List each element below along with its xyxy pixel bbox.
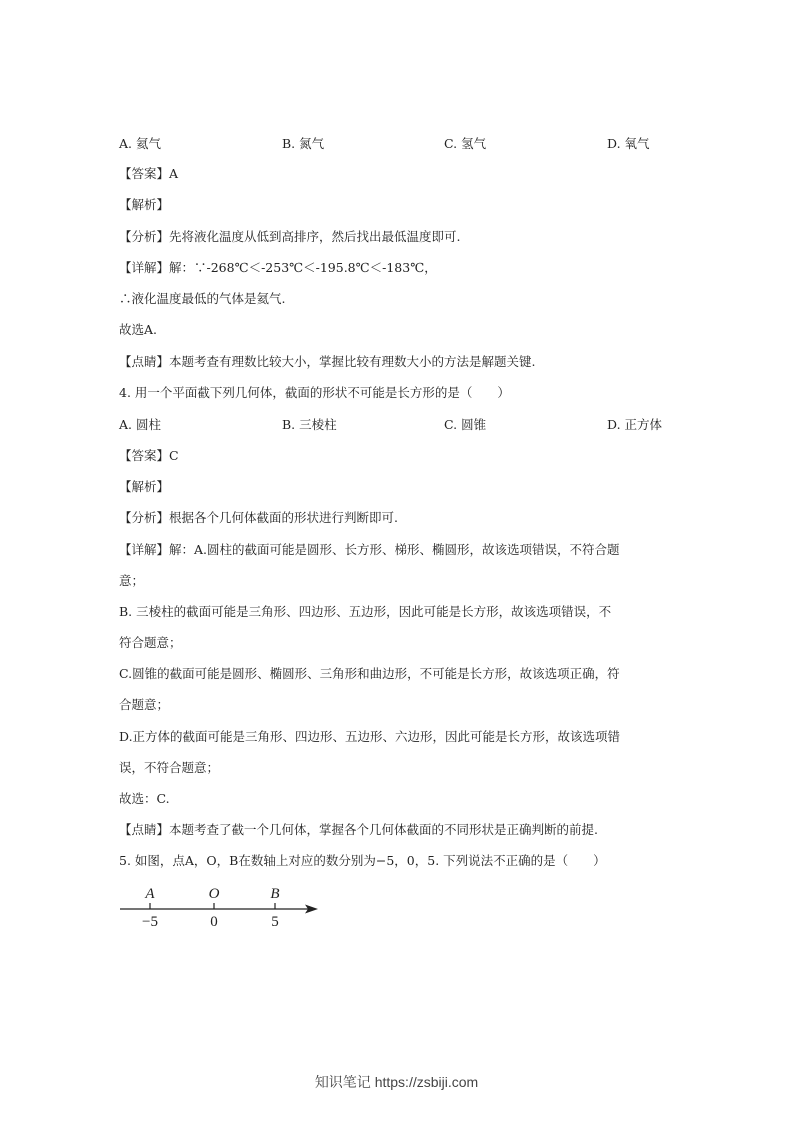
q3-fenxi: 【分析】先将液化温度从低到高排序，然后找出最低温度即可. xyxy=(119,229,461,244)
tick-label-a: −5 xyxy=(142,914,158,930)
q4-option-b: B. 三棱柱 xyxy=(282,417,337,432)
q5-stem: 5. 如图，点A，O，B在数轴上对应的数分别为−5，0，5. 下列说法不正确的是（ ） xyxy=(119,853,606,868)
q3-option-a: A. 氦气 xyxy=(119,136,161,151)
footer-watermark: 知识笔记 https://zsbiji.com xyxy=(314,1074,479,1090)
q4-detail-line: B. 三棱柱的截面可能是三角形、四边形、五边形，因此可能是长方形，故该选项错误，不 xyxy=(119,604,612,619)
q3-choose: 故选A. xyxy=(119,322,158,337)
q4-detail-line: 符合题意； xyxy=(119,635,182,650)
q4-detail-line: 【详解】解：A.圆柱的截面可能是圆形、长方形、梯形、椭圆形，故该选项错误，不符合题 xyxy=(119,542,620,557)
q3-option-b: B. 氮气 xyxy=(282,136,325,151)
q4-detail-line: 意； xyxy=(119,573,145,588)
q3-analysis-heading: 【解析】 xyxy=(119,197,170,212)
tick-label-b: 5 xyxy=(271,914,279,930)
q4-detail-line: D.正方体的截面可能是三角形、四边形、五边形、六边形，因此可能是长方形，故该选项错 xyxy=(119,729,621,744)
q4-choose: 故选：C. xyxy=(119,791,170,806)
q4-analysis-heading: 【解析】 xyxy=(119,479,170,494)
q3-option-c: C. 氢气 xyxy=(444,136,487,151)
tick-label-o: 0 xyxy=(210,914,218,930)
q4-option-a: A. 圆柱 xyxy=(119,417,161,432)
point-label-o: O xyxy=(208,886,220,902)
number-line-figure xyxy=(112,880,332,930)
q3-answer: 【答案】A xyxy=(119,166,179,181)
q3-dianjing: 【点睛】本题考查有理数比较大小，掌握比较有理数大小的方法是解题关键. xyxy=(119,354,536,369)
q4-dianjing: 【点睛】本题考查了截一个几何体，掌握各个几何体截面的不同形状是正确判断的前提. xyxy=(119,822,598,837)
point-label-b: B xyxy=(270,886,280,902)
q3-conclusion: ∴液化温度最低的气体是氦气. xyxy=(119,291,286,306)
q4-detail-line: C.圆锥的截面可能是圆形、椭圆形、三角形和曲边形，不可能是长方形，故该选项正确，符 xyxy=(119,666,620,681)
q4-option-d: D. 正方体 xyxy=(607,417,663,432)
q4-stem: 4. 用一个平面截下列几何体，截面的形状不可能是长方形的是（ ） xyxy=(119,385,510,400)
q3-xiangjie: 【详解】解：∵-268℃＜-253℃＜-195.8℃＜-183℃， xyxy=(119,260,437,275)
q4-fenxi: 【分析】根据各个几何体截面的形状进行判断即可. xyxy=(119,510,398,525)
q4-detail-line: 误，不符合题意； xyxy=(119,760,220,775)
q4-option-c: C. 圆锥 xyxy=(444,417,487,432)
q3-option-d: D. 氧气 xyxy=(607,136,650,151)
q4-detail-line: 合题意； xyxy=(119,697,170,712)
q4-answer: 【答案】C xyxy=(119,448,179,463)
point-label-a: A xyxy=(145,886,155,902)
